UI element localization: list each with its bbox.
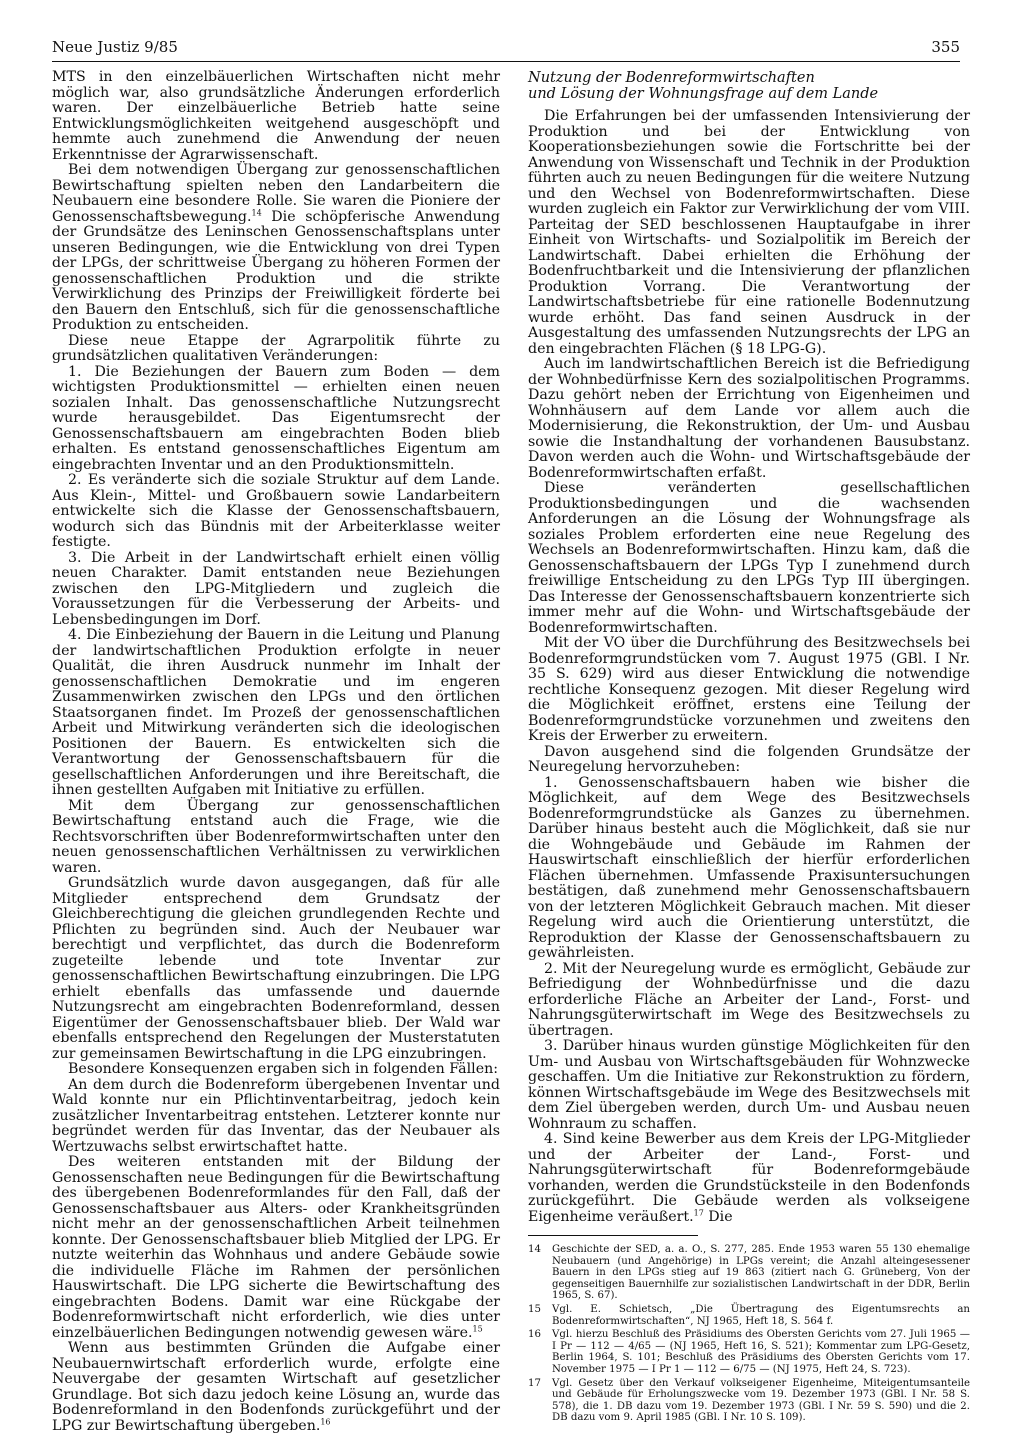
paragraph bbox=[52, 365, 500, 474]
paragraph-text: Davon ausgehend sind die folgenden Grundsätze der Neuregelung hervorzuheben: bbox=[528, 743, 970, 775]
journal-title: Neue Justiz 9/85 bbox=[52, 38, 178, 56]
footnote-text: Vgl. E. Schietsch, „Die Übertragung des Eigentumsrechts an Bodenreformwirtschaften“, NJ 1965, Heft 18, S. 564 f. bbox=[552, 1303, 970, 1327]
page-number: 355 bbox=[931, 38, 960, 56]
paragraph-text: 3. Darüber hinaus wurden günstige Möglichkeiten für den Um- und Ausbau von Wirtschaftsgebäuden für Wohnzwecke geschaffen. Um die Initiative zur Rekonstruktion zu fördern, können Wirtschaftsgebäude im Wege des Besitzwechsels mit dem Ziel übergeben werden, durch Um- und Ausbau neuen Wohnraum zu schaffen. bbox=[528, 1038, 970, 1132]
paragraph-text: An dem durch die Bodenreform übergebenen Inventar und Wald konnte nur ein Pflichtinventarbeitrag, jedoch kein zusätzlicher Inventarbeitrag entstehen. Letzterer konnte nur begründet werden für das Inventar, das der Neubauer als Wertzuwachs selbst erwirtschaftet hatte. bbox=[52, 1076, 500, 1155]
paragraph bbox=[528, 776, 970, 962]
paragraph-text: 3. Die Arbeit in der Landwirtschaft erhielt einen völlig neuen Charakter. Damit entstanden neue Beziehungen zwischen den LPG-Mitgliedern und zugleich die Voraussetzungen für die Verbesserung der Arbeits- und Lebensbedingungen im Dorf. bbox=[52, 549, 500, 628]
header-rule bbox=[52, 61, 960, 62]
footnote-text: Vgl. Gesetz über den Verkauf volkseigener Eigenheime, Miteigentumsanteile und Gebäude für Erholungszwecke vom 19. Dezember 1973 (GBl. I Nr. 58 S. 578), die 1. DB dazu vom 19. Dezember 1973 (GBl. I Nr. 59 S. 590) und die 2. DB dazu vom 9. April 1985 (GBl. I Nr. 10 S. 109). bbox=[552, 1377, 970, 1424]
footnote-number: 14 bbox=[528, 1244, 541, 1255]
paragraph bbox=[52, 70, 500, 163]
paragraph bbox=[52, 1341, 500, 1434]
paragraph bbox=[52, 1062, 500, 1078]
footnote bbox=[528, 1244, 970, 1302]
paragraph-text: 2. Es veränderte sich die soziale Struktur auf dem Lande. Aus Klein-, Mittel- und Großbauern sowie Landarbeitern entwickelte sich die Klasse der Genossenschaftsbauern, wodurch sich das Bündnis mit der Arbeiterklasse weiter festigte. bbox=[52, 472, 500, 550]
paragraph bbox=[52, 799, 500, 877]
footnote-text: Geschichte der SED, a. a. O., S. 277, 285. Ende 1953 waren 55 130 ehemalige Neubauern (und Angehörige) in LPGs vereint; die Anzahl alteingesessener Bauern in den LPGs stieg auf 19 863 (zitiert nach G. Grüneberg, Von der gegenseitigen Bauernhilfe zur sozialistischen Landwirtschaft in der DDR, Berlin 1965, S. 67). bbox=[552, 1244, 970, 1302]
paragraph bbox=[52, 334, 500, 365]
right-column-body bbox=[528, 109, 970, 1225]
paragraph-text: MTS in den einzelbäuerlichen Wirtschaften nicht mehr möglich war, also grundsätzliche Änderungen erforderlich waren. Der einzelbäuerliche Betrieb hatte seine Entwicklungsmöglichkeiten weitgehend ausgeschöpft und hemmte auch zunehmend die Anwendung der neuen Erkenntnisse der Agrarwissenschaft. bbox=[52, 69, 500, 163]
left-column bbox=[52, 70, 500, 1434]
paragraph bbox=[528, 481, 970, 636]
section-title-line-1: Nutzung der Bodenreformwirtschaften bbox=[528, 70, 815, 86]
paragraph bbox=[52, 551, 500, 629]
paragraph bbox=[52, 628, 500, 799]
paragraph bbox=[52, 1155, 500, 1341]
paragraph-text: 4. Sind keine Bewerber aus dem Kreis der LPG-Mitglieder und der Arbeiter der Land-, Forst- und Nahrungsgüterwirtschaft für Bodenreformgebäude vorhanden, werden die Grundstücksteile in den Bodenfonds zurückgeführt. Die Gebäude werden als volkseigene Eigenheime veräußert. bbox=[528, 1131, 970, 1225]
paragraph-text: Bei dem notwendigen Übergang zur genossenschaftlichen Bewirtschaftung spielten neben den Landarbeitern die Neubauern eine besondere Rolle. Sie waren die Pioniere der Genossenschaftsbewegung. bbox=[52, 162, 500, 225]
paragraph-text: Besondere Konsequenzen ergaben sich in folgenden Fällen: bbox=[68, 1061, 499, 1077]
footnotes bbox=[528, 1244, 970, 1424]
paragraph bbox=[528, 962, 970, 1040]
paragraph bbox=[52, 163, 500, 334]
paragraph-text: 1. Die Beziehungen der Bauern zum Boden — dem wichtigsten Produktionsmittel — erhielten einen neuen sozialen Inhalt. Das genossenschaftliche Nutzungsrecht wurde herausgebildet. Das Eigentumsrecht der Genossenschaftsbauern am eingebrachten Boden blieb erhalten. Es entstand genossenschaftliches Eigentum am eingebrachten Inventar und an den Produktionsmitteln. bbox=[52, 363, 500, 473]
section-title bbox=[528, 70, 970, 102]
paragraph-text: Grundsätzlich wurde davon ausgegangen, daß für alle Mitglieder entsprechend dem Grundsatz der Gleichberechtigung die gleichen grundlegenden Rechte und Pflichten zu begründen sind. Auch der Neubauer war berechtigt und verpflichtet, das durch die Bodenreform zugeteilte lebende und tote Inventar zur genossenschaftlichen Bewirtschaftung einzubringen. Die LPG erhielt ebenfalls das umfassende und dauernde Nutzungsrecht am eingebrachten Bodenreformland, dessen Eigentümer der Genossenschaftsbauer blieb. Der Wald war ebenfalls entsprechend den Regelungen der Musterstatuten zur gemeinsamen Bewirtschaftung in die LPG einzubringen. bbox=[52, 875, 500, 1062]
paragraph bbox=[528, 357, 970, 481]
right-column bbox=[528, 70, 970, 1426]
footnote bbox=[528, 1329, 970, 1375]
footnote-number: 15 bbox=[528, 1303, 541, 1315]
footnote-reference: 17 bbox=[693, 1207, 704, 1217]
paragraph bbox=[528, 109, 970, 357]
paragraph-text: Wenn aus bestimmten Gründen die Aufgabe einer Neubauernwirtschaft erforderlich wurde, erfolgte eine Neuvergabe der gesamten Wirtschaft auf gesetzlicher Grundlage. Bot sich dazu jedoch keine Lösung an, wurde das Bodenreformland in den Bodenfonds zurückgeführt und der LPG zur Bewirtschaftung übergeben. bbox=[52, 1340, 500, 1434]
paragraph bbox=[52, 876, 500, 1062]
paragraph bbox=[528, 1039, 970, 1132]
paragraph-text: Diese veränderten gesellschaftlichen Produktionsbedingungen und die wachsenden Anforderungen an die Lösung der Wohnungsfrage als soziales Problem erforderten eine neue Regelung des Wechsels an Bodenreformwirtschaften. Hinzu kam, daß die Genossenschaftsbauern der LPGs Typ I zunehmend durch freiwillige Entscheidung zu den LPGs Typ III übergingen. Das Interesse der Genossenschaftsbauern konzentrierte sich immer mehr auf die Wohn- und Wirtschaftsgebäude der Bodenreformwirtschaften. bbox=[528, 480, 970, 636]
footnote-number: 17 bbox=[528, 1377, 541, 1389]
paragraph-text: Des weiteren entstanden mit der Bildung der Genossenschaften neue Bedingungen für die Bewirtschaftung des übergebenen Bodenreformlandes für den Fall, daß der Genossenschaftsbauer aus Alters- oder Krankheitsgründen nicht mehr an der genossenschaftlichen Arbeit teilnehmen konnte. Der Genossenschaftsbauer blieb Mitglied der LPG. Er nutzte weiterhin das Wohnhaus und andere Gebäude sowie die individuelle Fläche im Rahmen der persönlichen Hauswirtschaft. Die LPG sicherte die Bewirtschaftung des eingebrachten Bodens. Damit war eine Rückgabe der Bodenreformwirtschaft nicht erforderlich, wie dies unter einzelbäuerlichen Bedingungen notwendig gewesen wäre. bbox=[52, 1154, 500, 1341]
paragraph-text: Diese neue Etappe der Agrarpolitik führte zu grundsätzlichen qualitativen Veränderungen: bbox=[52, 332, 500, 364]
paragraph bbox=[528, 636, 970, 745]
section-title-line-2: und Lösung der Wohnungsfrage auf dem Lande bbox=[528, 86, 879, 102]
paragraph bbox=[528, 1132, 970, 1225]
footnote bbox=[528, 1378, 970, 1424]
footnote-number: 16 bbox=[528, 1329, 541, 1341]
paragraph-text: Die Erfahrungen bei der umfassenden Intensivierung der Produktion und bei der Entwicklung von Kooperationsbeziehungen sowie die Fortschritte bei der Anwendung von Wissenschaft und Technik in der Produktion führten auch zu neuen Bedingungen für die weitere Nutzung und den Wechsel von Bodenreformwirtschaften. Diese wurden zugleich ein Faktor zur Verwirklichung der vom VIII. Parteitag der SED beschlossenen Hauptaufgabe in ihrer Einheit von Wirtschafts- und Sozialpolitik im Bereich der Landwirtschaft. Dabei erhielten die Erhöhung der Bodenfruchtbarkeit und die Intensivierung der pflanzlichen Produktion Vorrang. Die Verantwortung der Landwirtschaftsbetriebe für eine rationelle Bodennutzung wurde erhöht. Das fand seinen Ausdruck in der Ausgestaltung des umfassenden Nutzungsrechts der LPG an den eingebrachten Flächen (§ 18 LPG-G). bbox=[528, 108, 970, 357]
paragraph bbox=[52, 473, 500, 551]
paragraph-text-continued: Die schöpferische Anwendung der Grundsätze des Leninschen Genossenschaftsplans unter unseren Bedingungen, wie die Entwicklung von drei Typen der LPGs, der schrittweise Übergang zu höheren Formen der genossenschaftlichen Produktion und die strikte Verwirklichung des Prinzips der Freiwilligkeit förderte bei den Bauern den Entschluß, sich für die genossenschaftliche Produktion zu entscheiden. bbox=[52, 208, 500, 333]
page-header bbox=[52, 38, 960, 62]
paragraph bbox=[52, 1078, 500, 1156]
footnote-reference: 16 bbox=[320, 1416, 331, 1426]
paragraph-text: 2. Mit der Neuregelung wurde es ermöglicht, Gebäude zur Befriedigung der Wohnbedürfnisse und die dazu erforderliche Fläche an Arbeiter der Land-, Forst- und Nahrungsgüterwirtschaft im Wege des Besitzwechsels zu übertragen. bbox=[528, 960, 970, 1039]
footnote-reference: 14 bbox=[251, 207, 262, 217]
paragraph-text: 1. Genossenschaftsbauern haben wie bisher die Möglichkeit, auf dem Wege des Besitzwechsels Bodenreformgrundstücke als Ganzes zu übernehmen. Darüber hinaus besteht auch die Möglichkeit, daß sie nur die Wohngebäude und Gebäude im Rahmen der Hauswirtschaft einschließlich der hierfür erforderlichen Flächen übernehmen. Umfassende Praxisuntersuchungen bestätigen, daß zunehmend mehr Genossenschaftsbauern von der letzteren Möglichkeit Gebrauch machen. Mit dieser Regelung wird auch die Orientierung unterstützt, die Reproduktion der Klasse der Genossenschaftsbauern zu gewährleisten. bbox=[528, 774, 970, 961]
footnote-reference: 15 bbox=[472, 1323, 483, 1333]
paragraph-text-continued: Die bbox=[703, 1208, 733, 1225]
footnote-rule bbox=[528, 1235, 698, 1236]
paragraph-text: Mit dem Übergang zur genossenschaftlichen Bewirtschaftung entstand auch die Frage, wie die Rechtsvorschriften über Bodenreformwirtschaften unter den neuen genossenschaftlichen Verhältnissen zu verwirklichen waren. bbox=[52, 797, 500, 876]
paragraph bbox=[528, 745, 970, 776]
footnote bbox=[528, 1304, 970, 1327]
paragraph-text: 4. Die Einbeziehung der Bauern in die Leitung und Planung der landwirtschaftlichen Produktion erfolgte in neuer Qualität, die ihren Ausdruck nunmehr im Inhalt der genossenschaftlichen Demokratie und im engeren Zusammenwirken zwischen den LPGs und den örtlichen Staatsorganen findet. Im Prozeß der genossenschaftlichen Arbeit und Mitwirkung veränderten sich die ideologischen Positionen der Bauern. Es entwickelten sich die Verantwortung der Genossenschaftsbauern für die gesellschaftlichen Anforderungen und ihre Bereitschaft, die ihnen gestellten Aufgaben mit Initiative zu erfüllen. bbox=[52, 627, 500, 798]
paragraph-text: Mit der VO über die Durchführung des Besitzwechsels bei Bodenreformgrundstücken vom 7. August 1975 (GBl. I Nr. 35 S. 629) wird aus dieser Entwicklung die notwendige rechtliche Konsequenz gezogen. Mit dieser Regelung wird die Möglichkeit eröffnet, erstens eine Teilung der Bodenreformgrundstücke vorzunehmen und zweitens den Kreis der Erwerber zu erweitern. bbox=[528, 635, 970, 744]
paragraph-text: Auch im landwirtschaftlichen Bereich ist die Befriedigung der Wohnbedürfnisse Kern des sozialpolitischen Programms. Dazu gehört neben der Errichtung von Eigenheimen und Wohnhäusern auf dem Lande vor allem auch die Modernisierung, die Rekonstruktion, der Um- und Ausbau sowie die Instandhaltung der vorhandenen Bausubstanz. Davon werden auch die Wohn- und Wirtschaftsgebäude der Bodenreformwirtschaften erfaßt. bbox=[528, 356, 970, 481]
footnote-text: Vgl. hierzu Beschluß des Präsidiums des Obersten Gerichts vom 27. Juli 1965 — I Pr — 112 — 4/65 — (NJ 1965, Heft 16, S. 521); Kommentar zum LPG-Gesetz, Berlin 1964, S. 101; Beschluß des Präsidiums des Obersten Gerichts vom 17. November 1975 — I Pr 1 — 112 — 6/75 — (NJ 1975, Heft 24, S. 723). bbox=[552, 1329, 970, 1375]
